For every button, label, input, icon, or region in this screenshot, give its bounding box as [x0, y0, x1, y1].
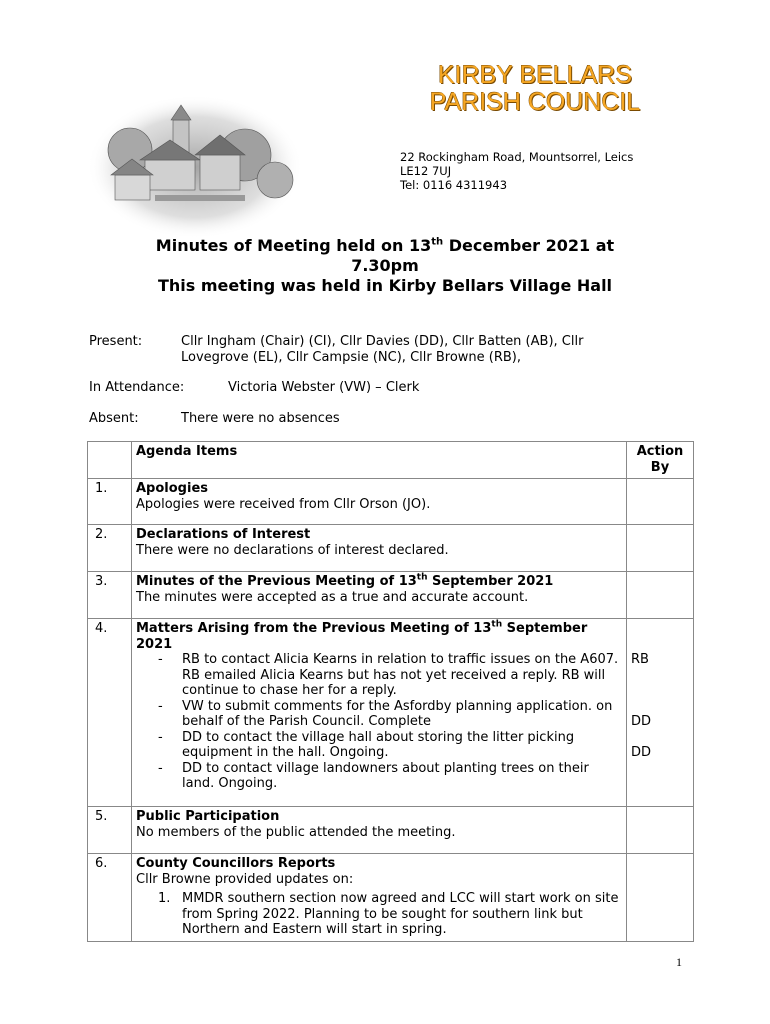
- heading-line1-sup: th: [431, 236, 444, 248]
- row-action: [627, 572, 694, 619]
- heading-line2: 7.30pm: [351, 256, 419, 275]
- row-body: The minutes were accepted as a true and accurate account.: [136, 589, 529, 605]
- heading-line1-text: Minutes of Meeting held on 13: [155, 236, 432, 255]
- header-action-text: Action By: [636, 444, 684, 475]
- action-spacer: [631, 683, 689, 699]
- list-item-text: MMDR southern section now agreed and LCC will start work on site from Spring 2022. Planning to be sought for southern link but Northern and Eastern will start in spring.: [182, 891, 619, 937]
- row-title-text: Matters Arising from the Previous Meeting of 13: [136, 621, 492, 636]
- row-action: [627, 807, 694, 854]
- row-title: Declarations of Interest: [136, 527, 311, 542]
- address-line3: Tel: 0116 4311943: [400, 178, 508, 192]
- village-sketch-logo: [85, 95, 305, 240]
- row-title: [136, 621, 622, 652]
- row-title: Public Participation: [136, 809, 280, 824]
- row-number: 6.: [88, 854, 132, 942]
- header-action-cell: [627, 442, 694, 479]
- row-number: 3.: [88, 572, 132, 619]
- heading-line1-text-end: December 2021 at: [443, 236, 615, 255]
- heading-line3: This meeting was held in Kirby Bellars Village Hall: [157, 276, 613, 295]
- table-row: [88, 619, 694, 807]
- action-spacer: [631, 730, 689, 746]
- row-title: [136, 574, 622, 590]
- action-spacer: [631, 699, 689, 715]
- row-number: 2.: [88, 525, 132, 572]
- row-content: [132, 619, 627, 807]
- row-title-text-end: September 2021: [427, 574, 554, 589]
- absent-label: Absent:: [89, 411, 139, 426]
- row-title-text: Minutes of the Previous Meeting of 13: [136, 574, 417, 589]
- header-items-cell: Agenda Items: [132, 442, 627, 479]
- table-row: [88, 479, 694, 525]
- in-attendance-label: In Attendance:: [89, 380, 185, 395]
- council-name-line2: PARISH COUNCIL: [429, 88, 641, 116]
- present-label: Present:: [89, 334, 143, 349]
- row-body: There were no declarations of interest declared.: [136, 542, 449, 558]
- row-title-sup: th: [416, 572, 428, 583]
- action-spacer: [631, 668, 689, 684]
- row-title: Apologies: [136, 481, 209, 496]
- table-row: [88, 807, 694, 854]
- council-name-line1: KIRBY BELLARS: [437, 61, 633, 89]
- action-owner: DD: [631, 745, 652, 760]
- county-updates-list: [136, 891, 622, 938]
- list-item: - DD to contact the village hall about storing the litter picking equipment in the hall. Ongoing.: [136, 730, 622, 761]
- table-row: [88, 525, 694, 572]
- agenda-table: [87, 441, 694, 942]
- row-title-text-end: September 2021: [136, 621, 588, 652]
- table-header-row: [88, 442, 694, 479]
- row-content: [132, 479, 627, 525]
- row-content: [132, 807, 627, 854]
- absent-value: There were no absences: [181, 411, 340, 426]
- row-action: [627, 479, 694, 525]
- row-number: 4.: [88, 619, 132, 807]
- row-content: [132, 854, 627, 942]
- list-item: - VW to submit comments for the Asfordby planning application. on behalf of the Parish Council. Complete: [136, 699, 622, 730]
- row-title: County Councillors Reports: [136, 856, 336, 871]
- heading-line1: [90, 236, 680, 256]
- table-row: [88, 572, 694, 619]
- row-body: Cllr Browne provided updates on:: [136, 871, 354, 887]
- action-owner: RB: [631, 652, 649, 667]
- address-line1: 22 Rockingham Road, Mountsorrel, Leics: [400, 150, 634, 164]
- page-number: 1: [676, 955, 682, 969]
- present-list: Cllr Ingham (Chair) (CI), Cllr Davies (DD), Cllr Batten (AB), Cllr Lovegrove (EL), Cllr Campsie (NC), Cllr Browne (RB),: [181, 334, 584, 365]
- row-content: [132, 525, 627, 572]
- council-name: [400, 62, 670, 116]
- row-body: No members of the public attended the meeting.: [136, 824, 456, 840]
- matters-arising-list: [136, 652, 622, 792]
- council-address: [400, 150, 633, 192]
- row-title-sup: th: [491, 619, 503, 630]
- row-number: 1.: [88, 479, 132, 525]
- list-item: [136, 891, 622, 938]
- list-item: - DD to contact village landowners about planting trees on their land. Ongoing.: [136, 761, 622, 792]
- row-content: [132, 572, 627, 619]
- header-num-cell: [88, 442, 132, 479]
- action-owner: DD: [631, 714, 652, 729]
- row-action: [627, 619, 694, 807]
- table-row: [88, 854, 694, 942]
- row-action: [627, 854, 694, 942]
- address-line2: LE12 7UJ: [400, 164, 452, 178]
- in-attendance-value: Victoria Webster (VW) – Clerk: [228, 380, 420, 395]
- row-body: Apologies were received from Cllr Orson (JO).: [136, 496, 431, 512]
- list-item: - RB to contact Alicia Kearns in relation to traffic issues on the A607. RB emailed Alicia Kearns but has not yet received a reply. RB will continue to chase her for a reply.: [136, 652, 622, 699]
- row-action: [627, 525, 694, 572]
- minutes-heading: [90, 236, 680, 296]
- list-marker: 1.: [158, 891, 171, 906]
- row-number: 5.: [88, 807, 132, 854]
